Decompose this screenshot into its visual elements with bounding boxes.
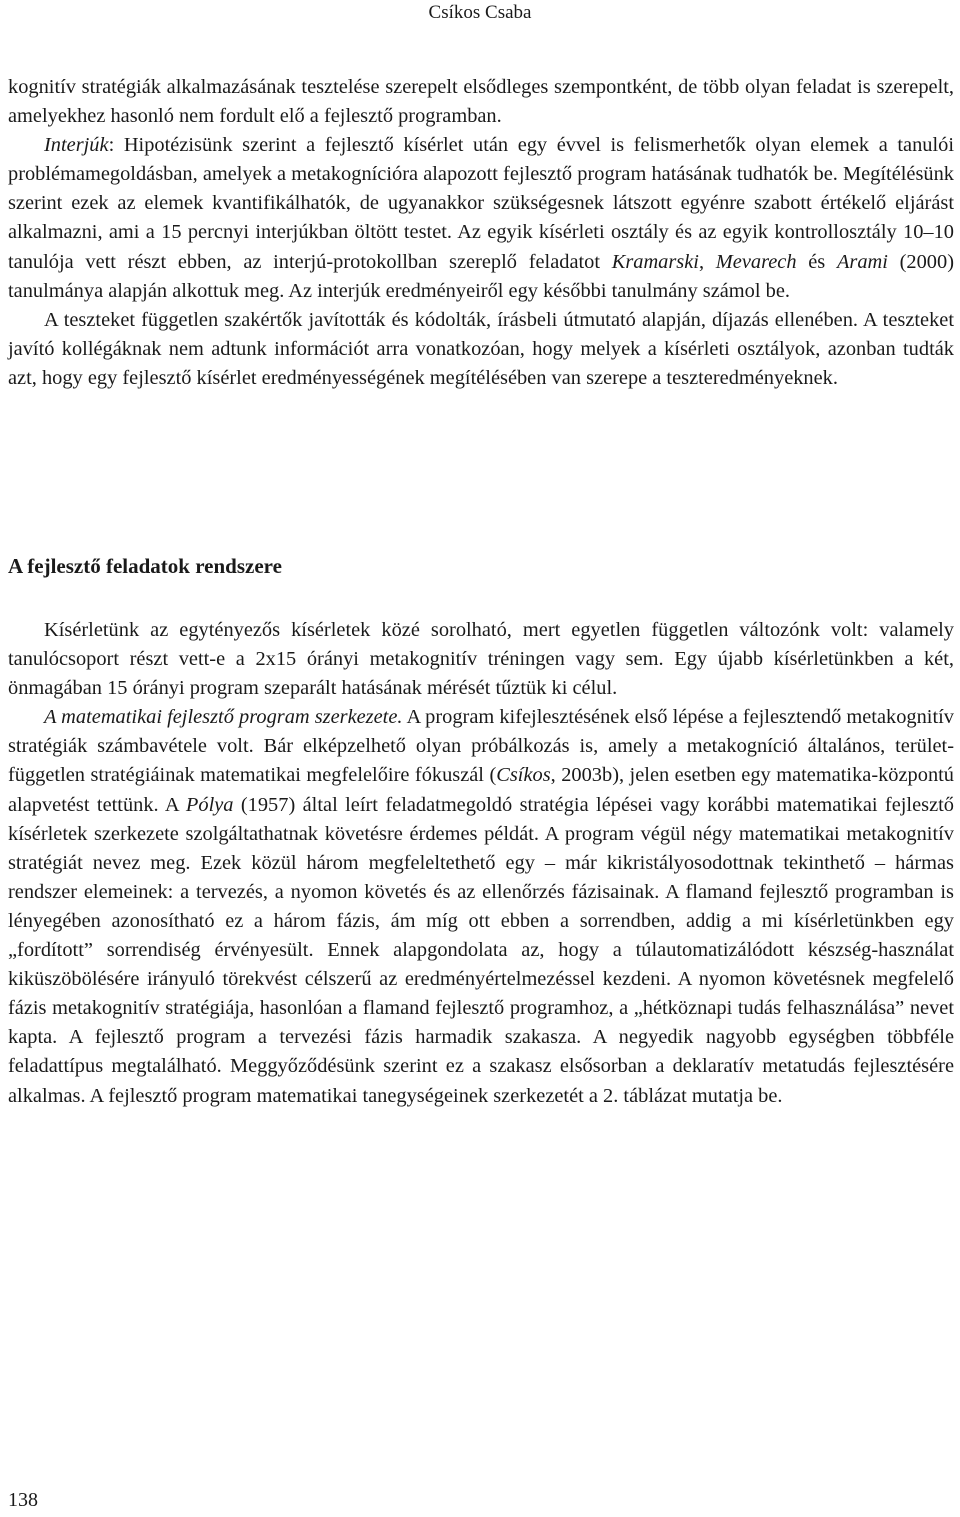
paragraph-text: A program kifejlesztésének első lépése a fejlesztendő metakognitív stratégiák számbavétele volt. Bár elképzelhető olyan próbálkozás is, amely a metakogníció általános, terület-független stratégiáinak matematikai megfelelőire fókuszál ( xyxy=(8,706,954,787)
text-block-program xyxy=(8,616,954,1111)
paragraph-continuation xyxy=(8,73,954,131)
paragraph-experiment-design xyxy=(8,616,954,703)
paragraph-text: : Hipotézisünk szerint a fejlesztő kísérlet után egy évvel is felismerhetők olyan elemek a tanulói problémamegoldásban, amelyek a metakognícióra alapozott fejlesztő program hatásának tudhatók be. Megítélésünk szerint ezek az elemek kvantifikálhatók, de ugyanakkor szükségesnek látszott egyénre szabott értékelő eljárást alkalmazni, ami a 15 percnyi interjúkban öltött testet. Az egyik kísérleti osztály és az egyik kontrollosztály 10–10 tanulója vett részt ebben, az interjú-protokollban szereplő feladatot xyxy=(8,134,954,273)
page-number: 138 xyxy=(8,1489,38,1511)
citation-name: Csíkos xyxy=(496,764,551,787)
paragraph-text: Kísérletünk az egytényezős kísérletek közé sorolható, mert egyetlen független változónk volt: valamely tanulócsoport részt vett-e a 2x15 órányi metakognitív tréningen vagy sem. Egy újabb kísérletünkben a két, önmagában 15 órányi program szeparált hatásának mérését tűztük ki célul. xyxy=(8,619,954,700)
author-name: Arami xyxy=(836,250,888,273)
paragraph-text: (2000) tanulmánya alapján alkottuk meg. Az interjúk eredményeiről egy későbbi tanulmány számol be. xyxy=(8,250,954,302)
paragraph-program-structure xyxy=(8,703,954,1110)
text-block-methods xyxy=(8,73,954,393)
separator-text: és xyxy=(796,250,837,273)
paragraph-text: A teszteket független szakértők javították és kódolták, írásbeli útmutató alapján, díjazás ellenében. A teszteket javító kollégáknak nem adtunk információt arra vonatkozóan, hogy melyek a kísérleti osztályok, azonban tudták azt, hogy egy fejlesztő kísérlet eredményességének megítélésében van szerepe a teszteredményeknek. xyxy=(8,308,954,389)
author-name: Mevarech xyxy=(715,250,797,273)
separator-text: , xyxy=(698,250,716,273)
citation-name: Pólya xyxy=(185,793,234,816)
paragraph-text: kognitív stratégiák alkalmazásának tesztelése szerepelt elsődleges szempontként, de több olyan feladat is szerepelt, amelyekhez hasonló nem fordult elő a fejlesztő programban. xyxy=(8,76,954,128)
paragraph-label: Interjúk xyxy=(44,134,109,157)
paragraph-text: , 2003b), jelen esetben egy matematika-központú alapvetést tettünk. A xyxy=(8,764,954,816)
running-head: Csíkos Csaba xyxy=(428,2,532,23)
paragraph-interviews xyxy=(8,131,954,306)
section-heading: A fejlesztő feladatok rendszere xyxy=(8,554,282,578)
paragraph-scoring xyxy=(8,306,954,393)
paragraph-text: (1957) által leírt feladatmegoldó stratégia lépései vagy korábbi matematikai fejlesztő kísérletek szerkezete szolgáltathatnak követésre érdemes példát. A program végül négy matematikai metakognitív stratégiát nevez meg. Ezek közül három megfeleltethető egy – már kikristályosodottnak tekinthető – hármas rendszer elemeinek: a tervezés, a nyomon követés és az ellenőrzés fázisainak. A flamand fejlesztő programban is lényegében azonosítható ez a három fázis, ám míg ott ebben a sorrendben, addig a mi kísérletünkben egy „fordított” sorrendiség érvényesült. Ennek alapgondolata az, hogy a túlautomatizálódott készség-használat kiküszöbölésére irányuló törekvést célszerű az eredményértelmezéssel kezdeni. A nyomon követésnek megfelelő fázis metakognitív stratégiája, hasonlóan a flamand fejlesztő programhoz, a „hétköznapi tudás felhasználása” nevet kapta. A fejlesztő program a tervezési fázis harmadik szakasza. A negyedik nagyobb egységben többféle feladattípus megtalálható. Meggyőződésünk szerint ez a szakasz elsősorban a deklaratív metatudás fejlesztésére alkalmas. A fejlesztő program matematikai tanegységeinek szerkezetét a 2. táblázat mutatja be. xyxy=(8,793,954,1107)
paragraph-label: A matematikai fejlesztő program szerkezete. xyxy=(44,706,403,729)
author-name: Kramarski xyxy=(611,250,699,273)
